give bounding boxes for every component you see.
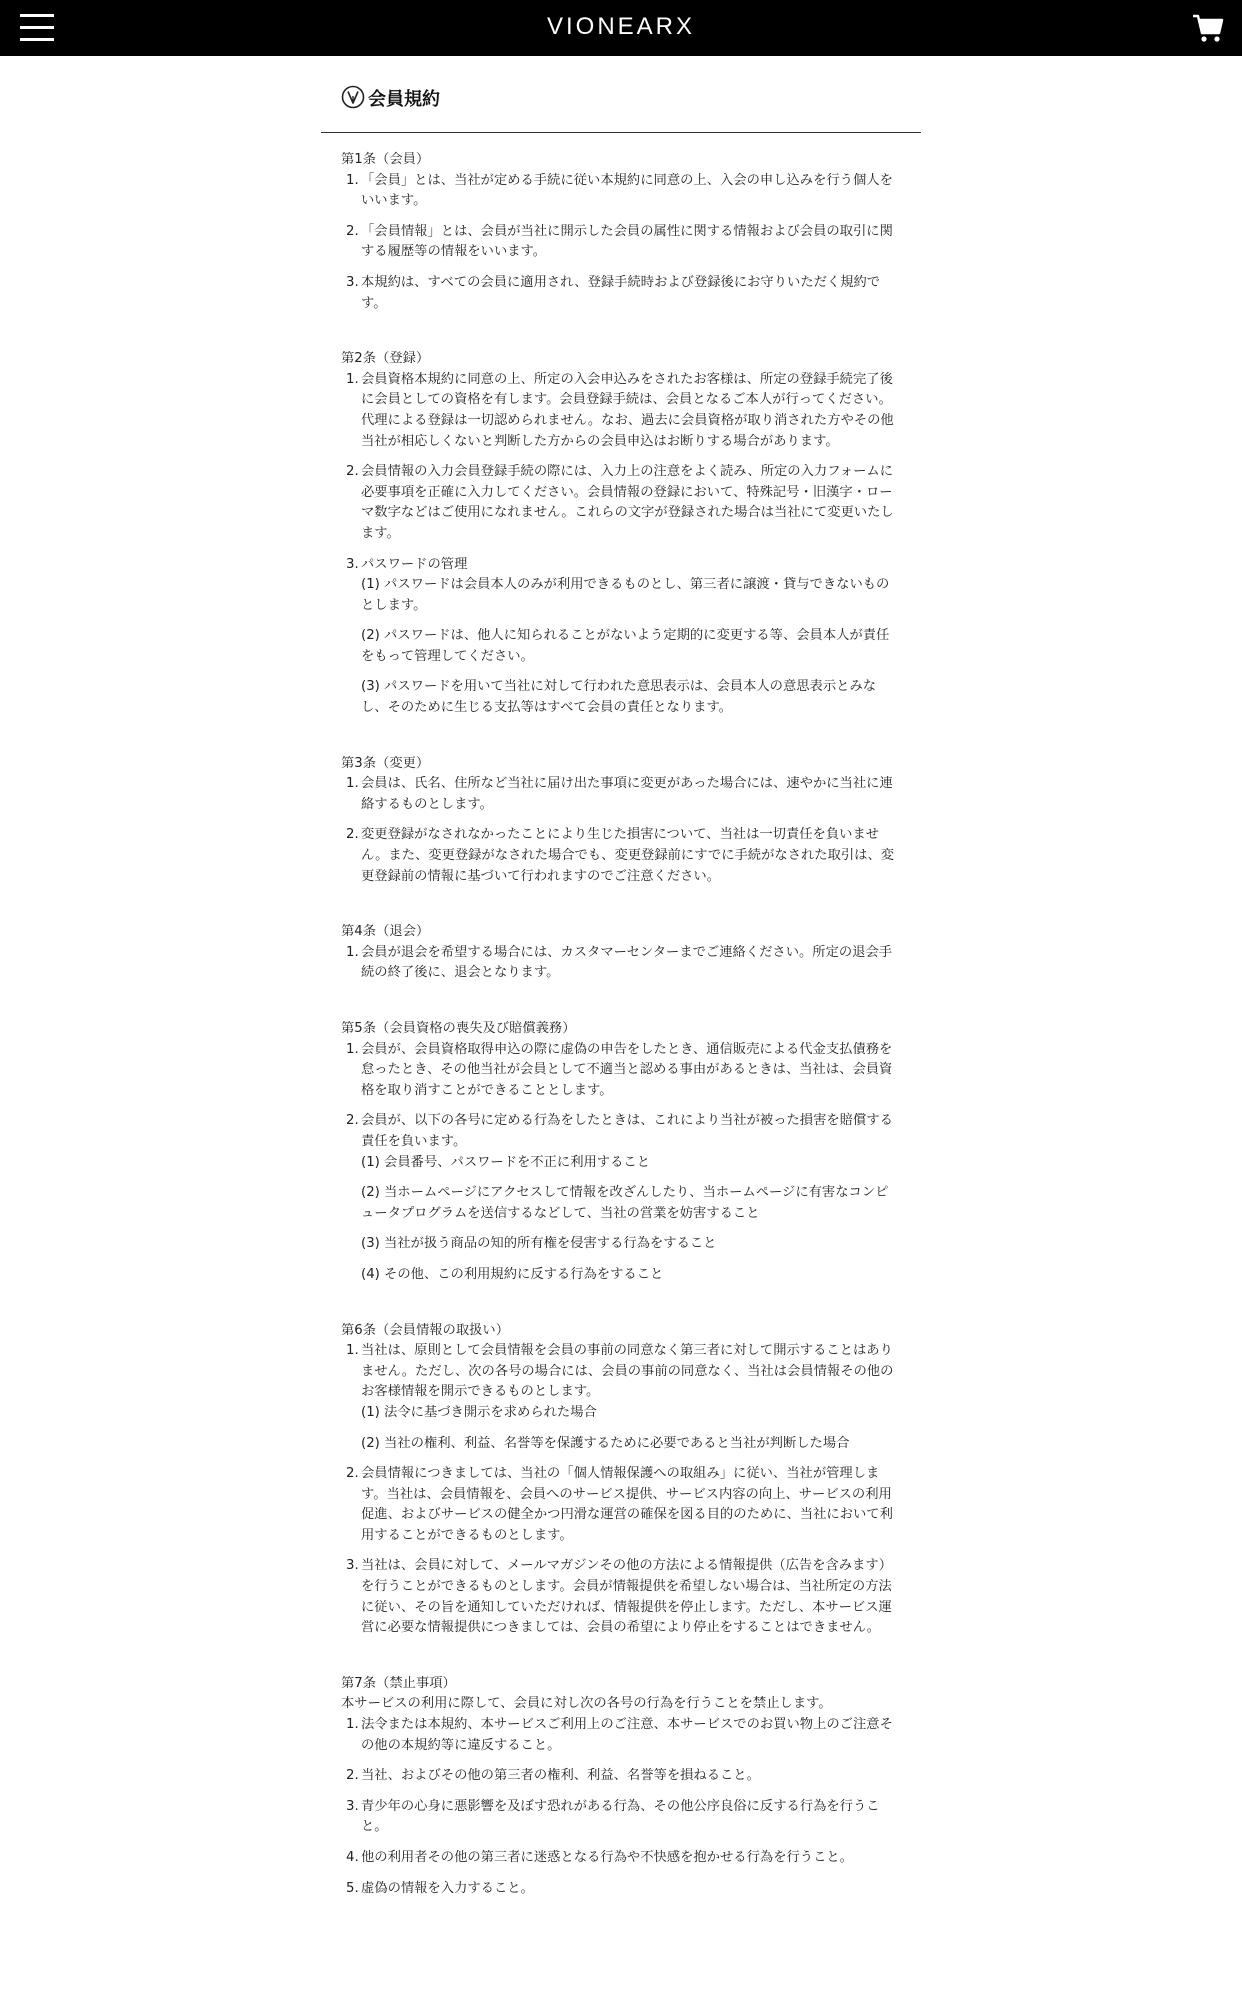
top-bar <box>0 0 1242 56</box>
article-items <box>341 171 901 315</box>
list-item <box>341 1341 901 1454</box>
sub-items <box>361 1153 901 1286</box>
item-number: 1. <box>346 371 359 387</box>
item-text: 「会員」とは、当社が定める手続に従い本規約に同意の上、入会の申し込みを行う個人をいいます。 <box>361 172 893 209</box>
article-title: 第5条（会員資格の喪失及び賠償義務） <box>341 1021 576 1036</box>
item-text: 会員情報の入力会員登録手続の際には、入力上の注意をよく読み、所定の入力フォームに必要事項を正確に入力してください。会員情報の登録において、特殊記号・旧漢字・ローマ数字などはご使用になれません。これらの文字が登録された場合は当社にて変更いたします。 <box>361 464 894 541</box>
item-text: 当社は、原則として会員情報を会員の事前の同意なく第三者に対して開示することはありません。ただし、次の各号の場合には、会員の事前の同意なく、当社は会員情報その他のお客様情報を開示できるものとします。 <box>361 1343 894 1400</box>
item-text: 会員が、以下の各号に定める行為をしたときは、これにより当社が被った損害を賠償する責任を負います。 <box>361 1113 893 1149</box>
cart-icon[interactable] <box>1192 12 1224 44</box>
page-heading <box>321 56 921 133</box>
sub-item: (1) 会員番号、パスワードを不正に利用すること <box>361 1154 650 1170</box>
sub-item: (2) 当ホームページにアクセスして情報を改ざんしたり、当ホームページに有害なコンピュータプログラムを送信するなどして、当社の営業を妨害すること <box>361 1185 889 1221</box>
article-6 <box>341 1321 901 1639</box>
article-1 <box>341 150 901 314</box>
list-item <box>341 1715 901 1756</box>
article-title: 第6条（会員情報の取扱い） <box>341 1322 510 1338</box>
item-number: 3. <box>346 1558 359 1574</box>
article-title: 第7条（禁止事項） <box>341 1675 456 1691</box>
item-number: 1. <box>346 944 359 960</box>
list-item <box>341 555 901 719</box>
item-number: 1. <box>346 776 359 792</box>
item-number: 1. <box>346 172 359 188</box>
article-title: 第1条（会員） <box>341 152 430 167</box>
item-number: 2. <box>346 1113 359 1129</box>
list-item <box>341 1040 901 1102</box>
item-number: 2. <box>346 1466 359 1482</box>
item-number: 2. <box>346 223 359 239</box>
list-item <box>341 1879 901 1900</box>
list-item <box>341 222 901 263</box>
item-text: 「会員情報」とは、会員が当社に開示した会員の属性に関する情報および会員の取引に関する履歴等の情報をいいます。 <box>361 223 893 260</box>
item-text: 虚偽の情報を入力すること。 <box>361 1880 534 1896</box>
article-title: 第3条（変更） <box>341 755 430 771</box>
articles-list <box>321 133 921 1899</box>
item-text: 本規約は、すべての会員に適用され、登録手続時および登録後にお守りいただく規約です。 <box>361 274 881 311</box>
item-text: 会員が退会を希望する場合には、カスタマーセンターまでご連絡ください。所定の退会手続の終了後に、退会となります。 <box>361 944 893 981</box>
item-number: 4. <box>346 1850 359 1865</box>
sub-item: (3) パスワードを用いて当社に対して行われた意思表示は、会員本人の意思表示とみなし、そのために生じる支払等はすべて会員の責任となります。 <box>361 679 877 716</box>
item-text: 当社、およびその他の第三者の権利、利益、名誉等を損ねること。 <box>361 1768 760 1784</box>
brand-emblem-icon <box>341 85 365 109</box>
list-item <box>341 1848 901 1869</box>
article-items <box>341 1715 901 1899</box>
item-text: パスワードの管理 <box>361 556 468 572</box>
sub-items <box>361 575 901 719</box>
brand-logo[interactable]: VIONEARX <box>546 13 696 40</box>
article-items <box>341 1040 901 1286</box>
item-text: 会員は、氏名、住所など当社に届け出た事項に変更があった場合には、速やかに当社に連絡するものとします。 <box>361 776 893 812</box>
item-text: 青少年の心身に悪影響を及ぼす恐れがある行為、その他公序良俗に反する行為を行うこと。 <box>361 1798 880 1835</box>
item-number: 1. <box>346 1717 359 1733</box>
list-item <box>341 1766 901 1787</box>
article-7 <box>341 1674 901 1899</box>
item-text: 会員情報につきましては、当社の「個人情報保護への取組み」に従い、当社が管理します。当社は、会員情報を、会員へのサービス提供、サービス内容の向上、サービスの利用促進、およびサービスの健全かつ円滑な運営の確保を図る目的のために、当社において利用することができるものとします。 <box>361 1466 893 1543</box>
list-item <box>341 171 901 212</box>
list-item <box>341 1464 901 1546</box>
article-items <box>341 943 901 984</box>
article-items <box>341 774 901 887</box>
list-item <box>341 370 901 452</box>
sub-item: (4) その他、この利用規約に反する行為をすること <box>361 1266 664 1282</box>
sub-items <box>361 1403 901 1454</box>
article-title: 第2条（登録） <box>341 351 430 367</box>
sub-item: (1) 法令に基づき開示を求められた場合 <box>361 1404 597 1420</box>
sub-item: (2) 当社の権利、利益、名誉等を保護するために必要であると当社が判断した場合 <box>361 1435 850 1451</box>
sub-item: (1) パスワードは会員本人のみが利用できるものとし、第三者に譲渡・貸与できないものとします。 <box>361 577 890 613</box>
item-number: 2. <box>346 1768 359 1784</box>
item-number: 1. <box>346 1041 359 1057</box>
article-4 <box>341 922 901 984</box>
list-item <box>341 1111 901 1285</box>
list-item <box>341 1556 901 1638</box>
list-item <box>341 1797 901 1838</box>
item-number: 5. <box>346 1880 359 1896</box>
item-text: 法令または本規約、本サービスご利用上のご注意、本サービスでのお買い物上のご注意その他の本規約等に違反すること。 <box>361 1717 893 1753</box>
article-title: 第4条（退会） <box>341 924 430 940</box>
item-number: 3. <box>346 274 359 290</box>
item-number: 3. <box>346 1798 359 1814</box>
item-number: 1. <box>346 1343 359 1359</box>
article-2 <box>341 349 901 719</box>
list-item <box>341 774 901 815</box>
article-items <box>341 1341 901 1639</box>
article-3 <box>341 754 901 888</box>
item-number: 2. <box>346 827 359 843</box>
article-items <box>341 370 901 719</box>
page-title: 会員規約 <box>368 89 440 110</box>
list-item <box>341 825 901 887</box>
item-number: 2. <box>346 464 359 480</box>
sub-item: (3) 当社が扱う商品の知的所有権を侵害する行為をすること <box>361 1236 717 1252</box>
list-item <box>341 462 901 544</box>
item-text: 会員資格本規約に同意の上、所定の入会申込みをされたお客様は、所定の登録手続完了後に会員としての資格を有します。会員登録手続は、会員となるご本人が行ってください。代理による登録は一切認められません。なお、過去に会員資格が取り消された方やその他当社が相応しくないと判断した方からの会員申込はお断りする場合があります。 <box>361 371 894 449</box>
item-text: 他の利用者その他の第三者に迷惑となる行為や不快感を抱かせる行為を行うこと。 <box>361 1850 853 1865</box>
item-text: 当社は、会員に対して、メールマガジンその他の方法による情報提供（広告を含みます）を行うことができるものとします。会員が情報提供を希望しない場合は、当社所定の方法に従い、その旨を通知していただければ、情報提供を停止します。ただし、本サービス運営に必要な情報提供につきましては、会員の希望により停止をすることはできません。 <box>361 1558 893 1636</box>
article-5 <box>341 1019 901 1286</box>
list-item <box>341 273 901 314</box>
item-text: 会員が、会員資格取得申込の際に虚偽の申告をしたとき、通信販売による代金支払債務を怠ったとき、その他当社が会員として不適当と認める事由があるときは、当社は、会員資格を取り消すことができることとします。 <box>361 1041 893 1098</box>
item-text: 変更登録がなされなかったことにより生じた損害について、当社は一切責任を負いません。また、変更登録がなされた場合でも、変更登録前にすでに手続がなされた取引は、変更登録前の情報に基づいて行われますのでご注意ください。 <box>361 827 895 884</box>
article-intro: 本サービスの利用に際して、会員に対し次の各号の行為を行うことを禁止します。 <box>341 1696 832 1712</box>
list-item <box>341 943 901 984</box>
terms-content <box>321 56 921 1934</box>
sub-item: (2) パスワードは、他人に知られることがないよう定期的に変更する等、会員本人が責任をもって管理してください。 <box>361 628 890 664</box>
item-number: 3. <box>346 556 359 572</box>
